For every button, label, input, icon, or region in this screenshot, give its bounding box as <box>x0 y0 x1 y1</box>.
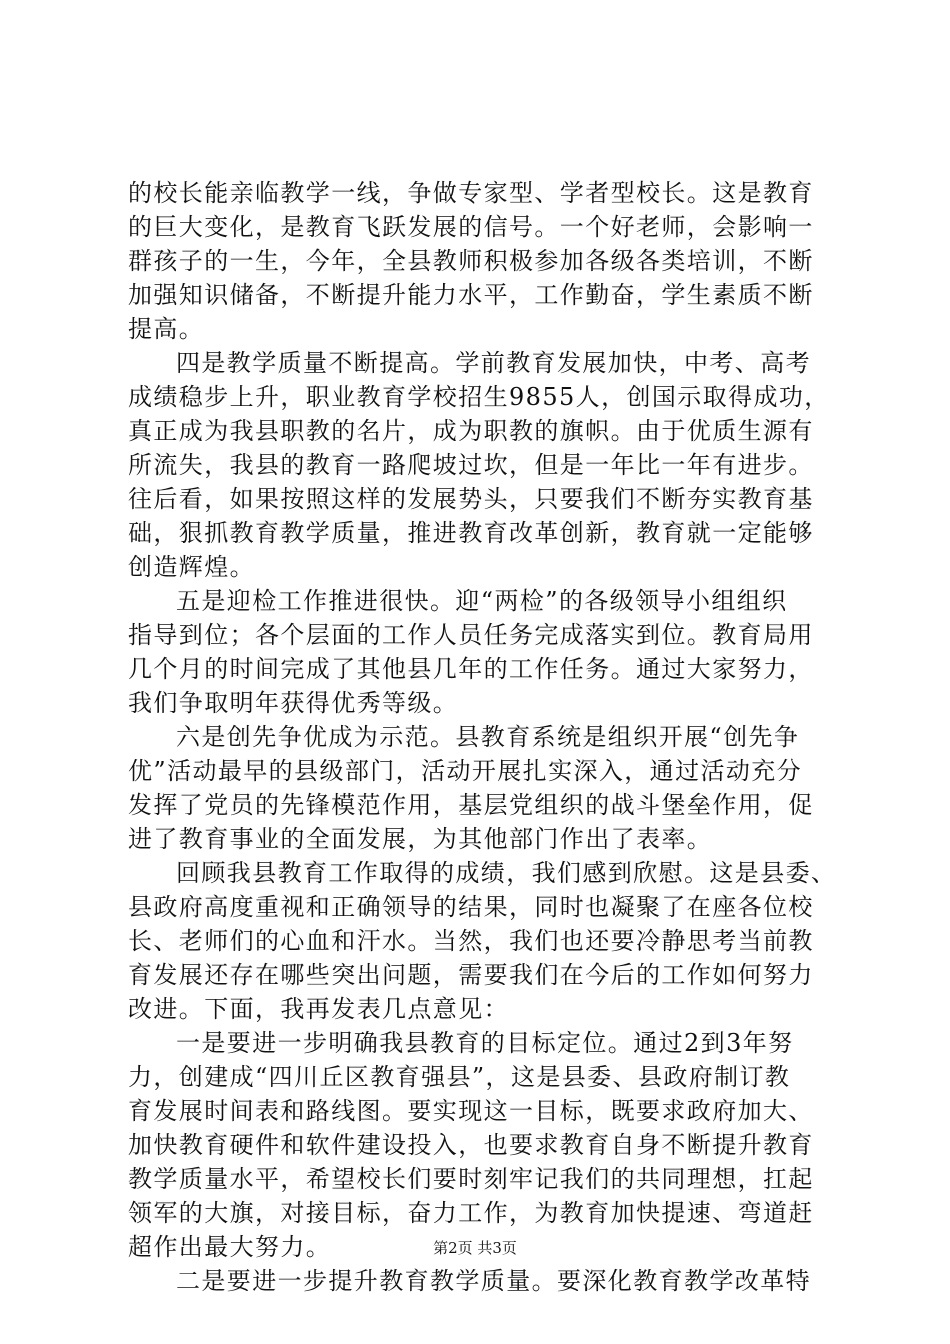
text-line: 所流失，我县的教育一路爬坡过坎，但是一年比一年有进步。 <box>128 451 814 479</box>
text-line: 加快教育硬件和软件建设投入，也要求教育自身不断提升教育 <box>128 1131 814 1159</box>
text-line: 几个月的时间完成了其他县几年的工作任务。通过大家努力， <box>128 655 814 683</box>
text-line: 改进。下面，我再发表几点意见： <box>128 995 509 1023</box>
text-line: 创造辉煌。 <box>128 553 255 581</box>
text-line: 我们争取明年获得优秀等级。 <box>128 689 459 717</box>
text-line: 进了教育事业的全面发展，为其他部门作出了表率。 <box>128 825 713 853</box>
paragraph-first-line: 回顾我县教育工作取得的成绩，我们感到欣慰。这是县委、 <box>176 859 837 887</box>
text-line: 指导到位；各个层面的工作人员任务完成落实到位。教育局用 <box>128 621 814 649</box>
document-body <box>128 176 837 1298</box>
text-line: 的巨大变化，是教育飞跃发展的信号。一个好老师，会影响一 <box>128 213 814 241</box>
text-line: 育发展还存在哪些突出问题，需要我们在今后的工作如何努力 <box>128 961 814 989</box>
text-line: 优”活动最早的县级部门，活动开展扎实深入，通过活动充分 <box>128 757 803 785</box>
paragraph-first-line: 四是教学质量不断提高。学前教育发展加快，中考、高考 <box>176 349 811 377</box>
text-line: 的校长能亲临教学一线，争做专家型、学者型校长。这是教育 <box>128 179 814 207</box>
paragraph-first-line: 五是迎检工作推进很快。迎“两检”的各级领导小组组织 <box>176 587 788 615</box>
paragraph-first-line: 一是要进一步明确我县教育的目标定位。通过2到3年努 <box>176 1029 794 1057</box>
text-line: 长、老师们的心血和汗水。当然，我们也还要冷静思考当前教 <box>128 927 814 955</box>
text-line: 力，创建成“四川丘区教育强县”，这是县委、县政府制订教 <box>128 1063 791 1091</box>
text-line: 群孩子的一生，今年，全县教师积极参加各级各类培训，不断 <box>128 247 814 275</box>
text-line: 育发展时间表和路线图。要实现这一目标，既要求政府加大、 <box>128 1097 814 1125</box>
text-line: 教学质量水平，希望校长们要时刻牢记我们的共同理想，扛起 <box>128 1165 814 1193</box>
text-line: 真正成为我县职教的名片，成为职教的旗帜。由于优质生源有 <box>128 417 814 445</box>
text-line: 提高。 <box>128 315 205 343</box>
text-line: 县政府高度重视和正确领导的结果，同时也凝聚了在座各位校 <box>128 893 814 921</box>
page-footer: 第2页 共3页 <box>433 1239 517 1257</box>
text-line: 领军的大旗，对接目标，奋力工作，为教育加快提速、弯道赶 <box>128 1199 814 1227</box>
text-line: 础，狠抓教育教学质量，推进教育改革创新，教育就一定能够 <box>128 519 814 547</box>
paragraph-first-line: 六是创先争优成为示范。县教育系统是组织开展“创先争 <box>176 723 800 751</box>
paragraph-first-line: 二是要进一步提升教育教学质量。要深化教育教学改革特 <box>176 1267 811 1295</box>
text-line: 成绩稳步上升，职业教育学校招生9855人，创国示取得成功， <box>128 383 830 411</box>
text-line: 加强知识储备，不断提升能力水平，工作勤奋，学生素质不断 <box>128 281 814 309</box>
text-line: 超作出最大努力。 <box>128 1233 332 1261</box>
text-line: 发挥了党员的先锋模范作用，基层党组织的战斗堡垒作用，促 <box>128 791 814 819</box>
text-line: 往后看，如果按照这样的发展势头，只要我们不断夯实教育基 <box>128 485 814 513</box>
